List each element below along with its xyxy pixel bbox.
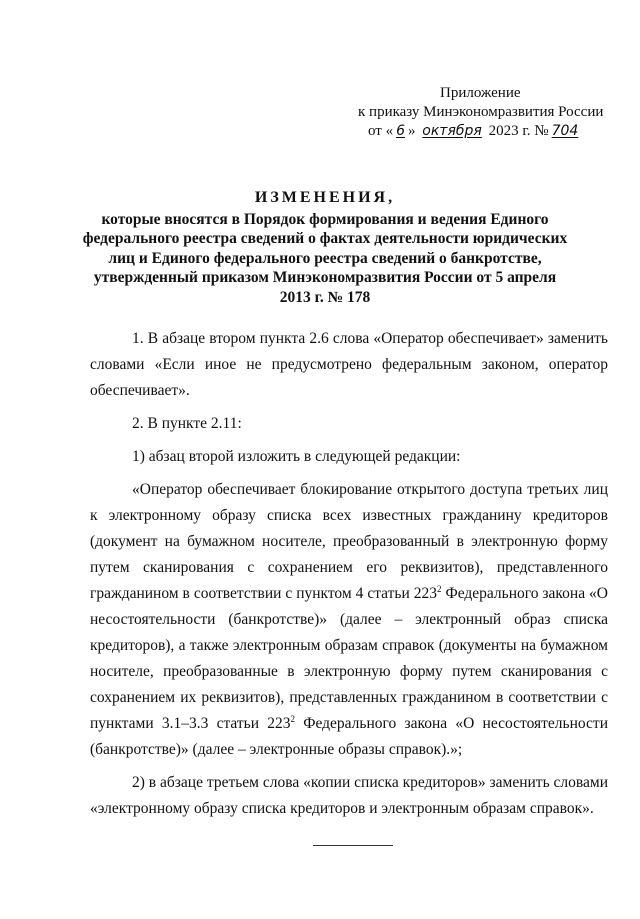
date-mid: » bbox=[408, 123, 416, 139]
appendix-block bbox=[330, 84, 630, 141]
paragraph-4-part-b: Федерального закона «О несостоятельности (банкротстве)» (далее – электронный образ списка кредиторов), а также электронным образам справок (документы на бумажном носителе, преобразованные в электронную форму путем сканирования с сохранением их реквизитов), представленных гражданином в соответствии с пунктами 3.1–3.3 статьи 223 bbox=[90, 585, 608, 732]
handwritten-month: октября bbox=[422, 123, 482, 139]
date-prefix: от « bbox=[368, 123, 394, 139]
handwritten-day: 6 bbox=[396, 123, 406, 139]
paragraph-3: 1) абзац второй изложить в следующей редакции: bbox=[132, 448, 461, 465]
handwritten-order-number: 704 bbox=[551, 123, 579, 139]
paragraph-4-part-a: «Оператор обеспечивает блокирование открытого доступа третьих лиц к электронному образу списка всех известных гражданину кредиторов (документ на бумажном носителе, преобразованный в электронную форму путем сканирования с сохранением его реквизитов), представленного гражданином в соответствии с пунктом 4 статьи 223 bbox=[90, 481, 608, 602]
paragraph-4-part-c: Федерального закона «О несостоятельности (банкротстве)» (далее – электронные образы справок).»; bbox=[90, 715, 608, 758]
superscript-2: 2 bbox=[290, 713, 295, 724]
paragraph-1: 1. В абзаце втором пункта 2.6 слова «Оператор обеспечивает» заменить словами «Если иное не предусмотрено федеральным законом, оператор обеспечивает». bbox=[90, 330, 608, 399]
appendix-order-ref: к приказу Минэкономразвития России bbox=[358, 104, 604, 120]
superscript-1: 2 bbox=[437, 583, 442, 594]
appendix-date-line bbox=[330, 122, 630, 141]
title-subtitle: которые вносятся в Порядок формирования и ведения Единого федерального реестра сведений о фактах деятельности юридических лиц и Единого федерального реестра сведений о банкротстве, утвержденный приказом Минэкономразвития России от 5 апреля 2013 г. № 178 bbox=[82, 210, 568, 306]
appendix-label: Приложение bbox=[440, 85, 521, 101]
document-body bbox=[90, 326, 608, 822]
document-title bbox=[80, 188, 570, 307]
end-divider-line bbox=[313, 845, 393, 846]
paragraph-4 bbox=[90, 477, 608, 763]
paragraph-2: 2. В пункте 2.11: bbox=[132, 415, 242, 432]
year-and-number-label: 2023 г. № bbox=[488, 123, 549, 139]
title-main: ИЗМЕНЕНИЯ, bbox=[254, 189, 396, 206]
paragraph-5: 2) в абзаце третьем слова «копии списка кредиторов» заменить словами «электронному образу списка кредиторов и электронным образам справок». bbox=[90, 774, 608, 817]
